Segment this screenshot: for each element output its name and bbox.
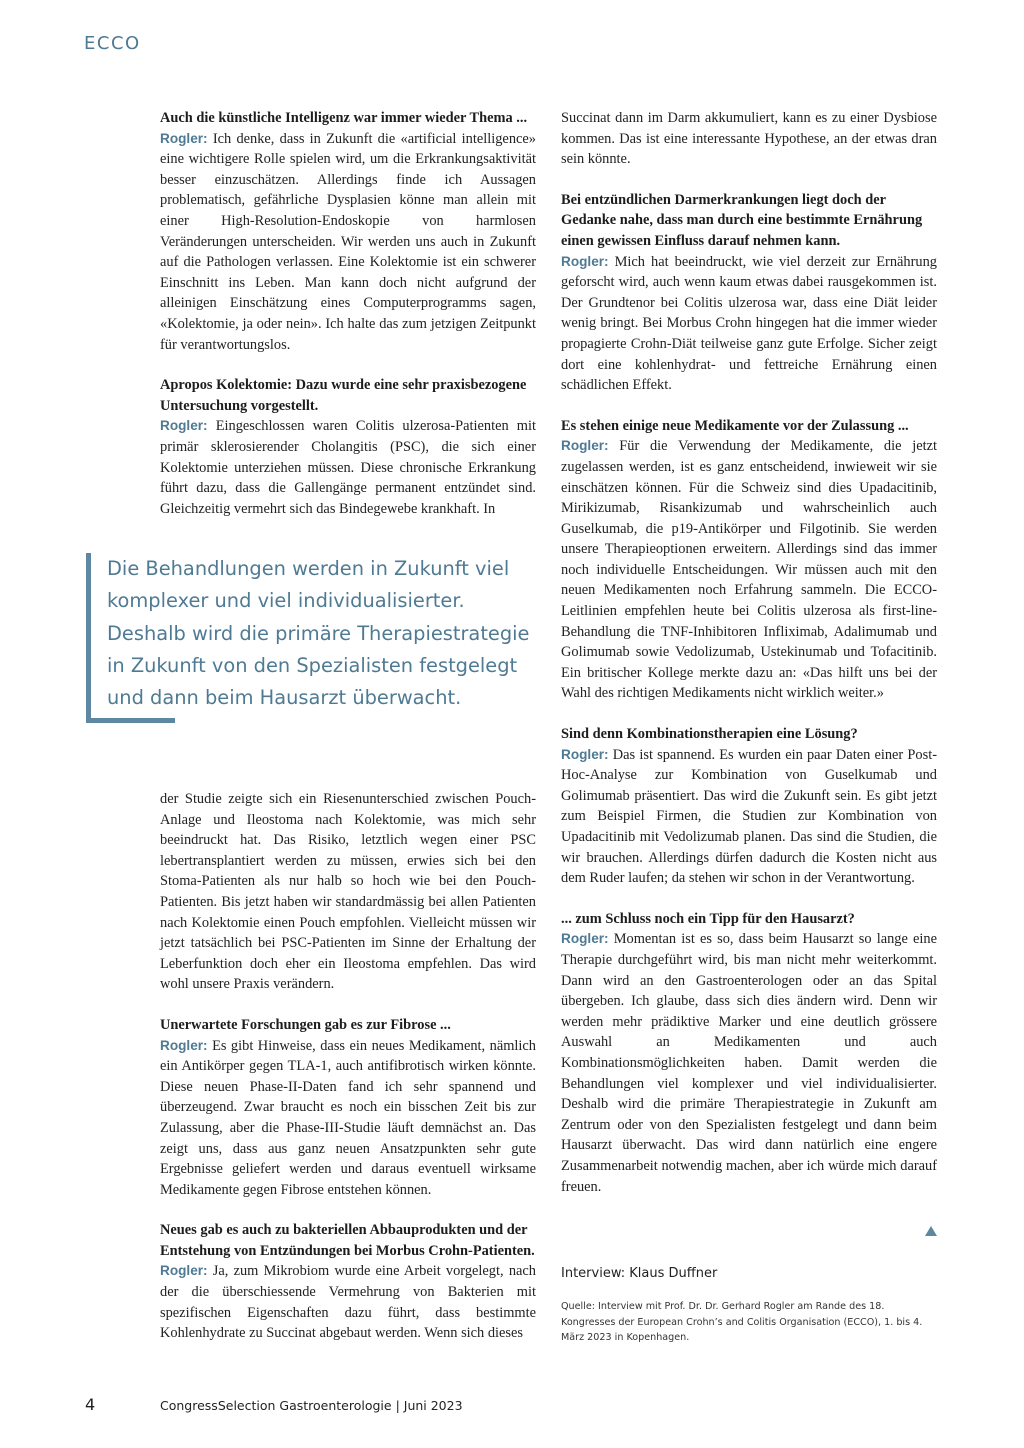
interview-credit: Interview: Klaus Duffner (561, 1266, 718, 1281)
interview-question: Sind denn Kombinationstherapien eine Lösung? (561, 726, 858, 743)
continuation-paragraph (160, 789, 536, 995)
interview-answer (160, 1261, 536, 1343)
interview-question: Auch die künstliche Intelligenz war immer wieder Thema ... (160, 110, 528, 126)
speaker-label: Rogler: (561, 438, 609, 454)
answer-text: Ich denke, dass in Zukunft die «artificial intelligence» eine wichtigere Rolle spielen wird, um die Erkrankungsaktivität besser einzuschätzen. Allerdings finde ich Aussagen problematisch, gefährliche Dysplasien könne man allein mit einer High-Resolution-Endoskopie von harmlosen Veränderungen unterscheiden. Wir werden uns auch in Zukunft auf die Pathologen verlassen. Eine Kolektomie ist ein schwerer Einschnitt ins Leben. Man kann doch nicht aufgrund der alleinigen Einschätzung eines Computerprogramms sagen, «Kolektomie, ja oder nein». Ich halte das zum jetzigen Zeitpunkt für verantwortungslos. (160, 130, 536, 353)
section-tag: ECCO (84, 33, 141, 54)
interview-answer (160, 416, 536, 519)
interview-answer (561, 745, 937, 889)
qa-block (561, 416, 937, 704)
page-number: 4 (85, 1395, 96, 1414)
speaker-label: Rogler: (160, 418, 208, 434)
interview-answer (561, 929, 937, 1197)
interview-question: Es stehen einige neue Medikamente vor der Zulassung ... (561, 417, 909, 434)
publication-footer: CongressSelection Gastroenterologie | Juni 2023 (160, 1398, 463, 1413)
article-end-triangle-icon (925, 1226, 937, 1236)
interview-answer (160, 1036, 536, 1201)
answer-text: Das ist spannend. Es wurden ein paar Daten einer Post-Hoc-Analyse zur Kombination von Guselkumab und Golimumab präsentiert. Das wird die Zukunft sein. Es gibt jetzt zum Beispiel Firmen, die Studien zur Kombination von Upadacitinib mit Vedolizumab planen. Das sind die Studien, die wir brauchen. Allerdings dürfen dadurch die Kosten nicht aus dem Ruder laufen; da stehen wir schon in der Verantwortung. (561, 746, 938, 887)
answer-text: Eingeschlossen waren Colitis ulzerosa-Patienten mit primär sklerosierender Cholangitis (PSC), die sich einer Kolektomie unterziehen müssen. Diese chronische Erkrankung führt dazu, dass die Gallengänge permanent entzündet sind. Gleichzeitig vermehrt sich das Bindegewebe krankhaft. In (160, 418, 536, 517)
source-note: Quelle: Interview mit Prof. Dr. Dr. Gerhard Rogler am Rande des 18. Kongresses der European Crohn’s and Colitis Organisation (ECCO), 1. bis 4. März 2023 in Kopenhagen. (561, 1301, 923, 1344)
continuation-text: der Studie zeigte sich ein Riesenunterschied zwischen Pouch-Anlage und Ileostoma nach Kolektomie, was mich sehr beeindruckt hat. Das Risiko, letztlich wegen einer PSC lebertransplantiert werden zu müssen, erwies sich bei den Stoma-Patienten als nur halb so hoch wie bei den Pouch-Patienten. Bis jetzt haben wir standardmässig bei allen Patienten nach Kolektomie einen Pouch empfohlen. Vielleicht müssen wir jetzt tatsächlich bei PSC-Patienten im Sinne der Erhaltung der Leberfunktion doch eher ein Ileostoma empfehlen. Das wird wohl unsere Praxis verändern. (160, 791, 536, 993)
speaker-label: Rogler: (160, 1263, 208, 1279)
pull-quote (86, 553, 536, 719)
interview-question: Unerwartete Forschungen gab es zur Fibrose ... (160, 1016, 451, 1033)
speaker-label: Rogler: (561, 746, 609, 762)
qa-block (561, 190, 937, 396)
speaker-label: Rogler: (561, 931, 609, 947)
interview-answer (561, 436, 937, 704)
left-column-bottom (160, 789, 536, 1364)
answer-text: Ja, zum Mikrobiom wurde eine Arbeit vorgelegt, nach der die überschiessende Vermehrung von Bakterien mit spezifischen Eigenschaften dazu führt, dass bestimmte Kohlenhydrate zu Succinat abgebaut werden. Wenn sich dieses (160, 1263, 536, 1342)
speaker-label: Rogler: (160, 1037, 208, 1053)
qa-block (561, 724, 937, 889)
speaker-label: Rogler: (160, 130, 208, 146)
qa-block (160, 1015, 536, 1200)
pull-quote-bar (86, 553, 91, 723)
interview-question: Apropos Kolektomie: Dazu wurde eine sehr praxisbezogene Untersuchung vorgestellt. (160, 377, 527, 414)
interview-question: Neues gab es auch zu bakteriellen Abbauprodukten und der Entstehung von Entzündungen bei Morbus Crohn-Patienten. (160, 1222, 535, 1259)
interview-answer (160, 129, 536, 356)
qa-block (160, 375, 536, 519)
interview-answer (561, 252, 937, 396)
answer-text: Momentan ist es so, dass beim Hausarzt so lange eine Therapie durchgeführt wird, bis man nicht mehr weiterkommt. Dann wird an den Gastroenterologen oder an das Spital übergeben. Ich glaube, dass sich dies ändern wird. Denn wir werden mehr prädiktive Marker und eine deutlich grössere Auswahl an Medikamenten und auch Kombinationsmöglichkeiten haben. Damit werden die Behandlungen viel komplexer und viel individualisierter. Deshalb wird die primäre Therapiestrategie in Zukunft am Zentrum oder von den Spezialisten festgelegt und dann beim Hausarzt überwacht. Das wird dann natürlich eine engere Zusammenarbeit notwendig machen, aber ich würde mich darauf freuen. (561, 931, 937, 1195)
qa-block (561, 909, 937, 1197)
pull-quote-underline (86, 718, 175, 723)
right-column (561, 108, 937, 1217)
answer-text: Für die Verwendung der Medikamente, die jetzt zugelassen werden, ist es ganz entscheidend, inwieweit wir sie einschätzen können. Für die Schweiz sind dies Upadacitinib, Mirikizumab, Risankizumab und wahrscheinlich auch Guselkumab, die p19-Antikörper und Filgotinib. Sie werden unsere Therapieoptionen erweitern. Allerdings sind das immer noch individuelle Entscheidungen. Wir müssen auch mit den neuen Medikamenten noch Erfahrung sammeln. Die ECCO-Leitlinien empfehlen heute bei Colitis ulzerosa als first-line-Behandlung die TNF-Inhibitoren Infliximab, Adalimumab und Golimumab sowie Vedolizumab, Ustekinumab und Tofacitinib. Ein britischer Kollege merkte dazu an: «Das hilft uns bei der Wahl des richtigen Medikaments nicht wirklich weiter.» (561, 438, 937, 702)
interview-question: ... zum Schluss noch ein Tipp für den Hausarzt? (561, 910, 855, 927)
continuation-text: Succinat dann im Darm akkumuliert, kann es zu einer Dysbiose kommen. Das ist eine interessante Hypothese, an der etwas dran sein könnte. (561, 110, 937, 168)
interview-question: Bei entzündlichen Darmerkrankungen liegt doch der Gedanke nahe, dass man durch eine bestimmte Ernährung einen gewissen Einfluss darauf nehmen kann. (561, 191, 923, 249)
answer-text: Es gibt Hinweise, dass ein neues Medikament, nämlich ein Antikörper gegen TLA-1, auch antifibrotisch wirken könnte. Diese neuen Phase-II-Daten fand ich sehr spannend und überzeugend. Zwar braucht es noch ein bisschen Zeit bis zur Zulassung, aber die Phase-III-Studie läuft demnächst an. Das zeigt uns, dass aus ganz neuen Ansatzpunkten sehr gute Ergebnisse geliefert werden und daraus eventuell wirksame Medikamente gegen Fibrose entstehen können. (160, 1037, 536, 1198)
answer-text: Mich hat beeindruckt, wie viel derzeit zur Ernährung geforscht wird, auch wenn kaum etwas dabei rausgekommen ist. Der Grundtenor bei Colitis ulzerosa war, dass eine Diät leider wenig bringt. Bei Morbus Crohn hingegen hat die immer wieder propagierte Crohn-Diät teilweise ganz gute Erfolge. Sicher zeigt dort eine kohlenhydrat- und fettreiche Ernährung einen schädlichen Effekt. (561, 253, 937, 394)
continuation-paragraph (561, 108, 937, 170)
qa-block (160, 108, 536, 355)
speaker-label: Rogler: (561, 253, 609, 269)
left-column-top (160, 108, 536, 539)
qa-block (160, 1220, 536, 1344)
pull-quote-text: Die Behandlungen werden in Zukunft viel komplexer und viel individualisierter. Deshalb wird die primäre Therapiestrategie in Zukunft von den Spezialisten festgelegt und dann beim Hausarzt überwacht. (107, 557, 530, 710)
